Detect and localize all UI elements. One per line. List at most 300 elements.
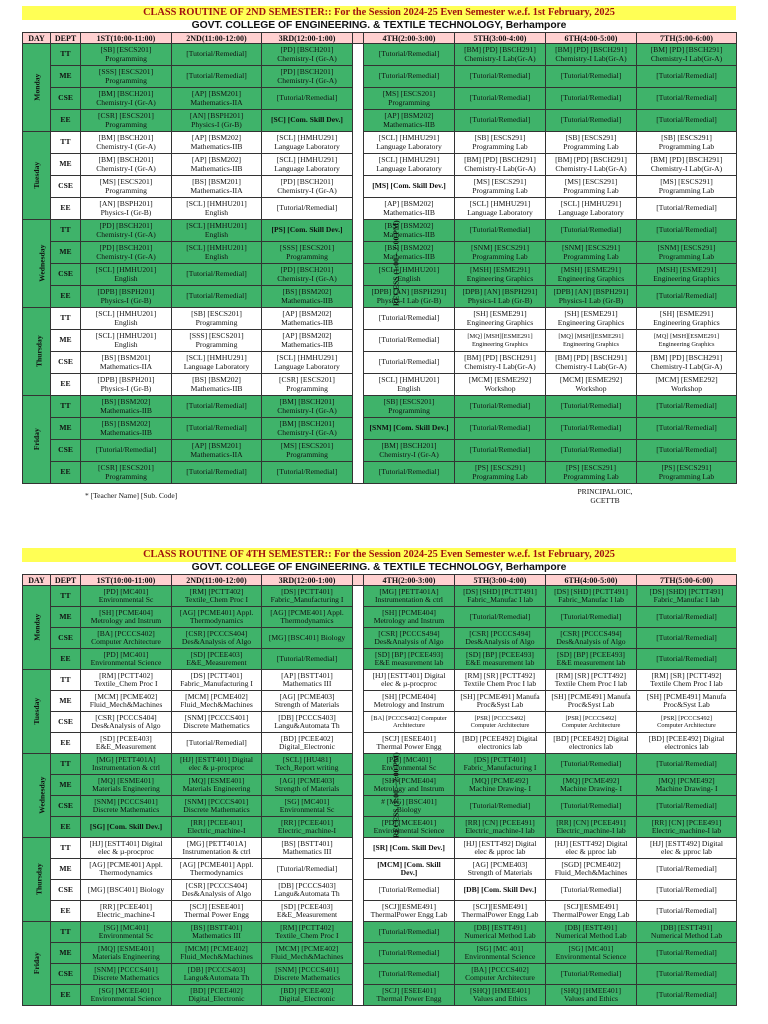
class-cell: [AP] [BSM202] Mathematics-IIB — [172, 132, 262, 154]
class-cell: [BM] [BSCH201] Chemistry-I (Gr-A) — [81, 154, 172, 176]
header-row — [23, 33, 737, 44]
day-name: Tuesday — [32, 698, 42, 725]
class-cell: [SD] [PCEE403] E&E_Measurement — [172, 649, 262, 670]
table-row — [23, 308, 737, 330]
class-cell: [RM] [PCTT402] Textile_Chem Proc I — [81, 670, 172, 691]
class-cell: [Tutorial/Remedial] — [637, 754, 737, 775]
dept-cell: CSE — [51, 264, 81, 286]
table-row — [23, 775, 737, 796]
class-cell: [SCL] [HMHU291] Language Laboratory — [364, 154, 455, 176]
table-row — [23, 66, 737, 88]
class-cell: [Tutorial/Remedial] — [262, 198, 353, 220]
footnote: * [Teacher Name] [Sub. Code] — [85, 491, 178, 500]
class-cell: [PS] [ESCS291] Programming Lab — [455, 462, 546, 484]
dept-cell: EE — [51, 733, 81, 754]
class-cell: [AG] [PCME401] Appl. Thermodynamics — [262, 607, 353, 628]
dept-cell: ME — [51, 607, 81, 628]
class-cell: [SH] [ESME291] Engineering Graphics — [637, 308, 737, 330]
table-row — [23, 396, 737, 418]
class-cell: [SNM] [PCCCS401] Discrete Mathematics — [172, 796, 262, 817]
class-cell: [PSR] [PCCCS492] Computer Architecture — [637, 712, 737, 733]
class-cell: [CSR] [ESCS201] Programming — [81, 110, 172, 132]
class-cell: [AP] [BSM202] Mathematics-IIB — [364, 198, 455, 220]
class-cell: [HJ] [ESTT492] Digital elec & µproc lab — [637, 838, 737, 859]
class-cell: [Tutorial/Remedial] — [364, 462, 455, 484]
dept-cell: EE — [51, 649, 81, 670]
dept-cell: CSE — [51, 440, 81, 462]
dept-cell: EE — [51, 462, 81, 484]
class-cell: [DB] [PCCCS403] Langu&Automata Th — [172, 964, 262, 985]
dept-cell: CSE — [51, 796, 81, 817]
class-cell: [Tutorial/Remedial] — [546, 110, 637, 132]
class-cell: [BS] [BSM202] Mathematics-IIB — [172, 374, 262, 396]
class-cell: [Tutorial/Remedial] — [455, 110, 546, 132]
dept-cell: ME — [51, 859, 81, 880]
column-header: 6TH(4:00-5:00) — [546, 33, 637, 44]
class-cell: [DS] [PCTT401] Fabric_Manufacturing I — [262, 586, 353, 607]
class-cell: [SCL] [HMHU201] English — [364, 374, 455, 396]
class-cell: [SGD] [PCME402] Fluid_Mech&Machines — [546, 859, 637, 880]
table-row — [23, 330, 737, 352]
class-cell: [SNM] [ESCS291] Programming Lab — [546, 242, 637, 264]
class-cell: [MS] [ESCS201] Programming — [81, 176, 172, 198]
day-label — [23, 670, 51, 754]
column-header: 3RD(12:00-1:00) — [262, 575, 353, 586]
class-cell: [AN] [BSPH201] Physics-I (Gr-B) — [81, 198, 172, 220]
class-cell: [SSS] [ESCS201] Programming — [262, 242, 353, 264]
class-cell: [PS] [ESCS291] Programming Lab — [637, 462, 737, 484]
class-cell: [BS] [BSM202] Mathematics-IIB — [364, 242, 455, 264]
class-cell: [MG] [BSC401] Biology — [262, 628, 353, 649]
class-cell: [MS] [ESCS201] Programming — [262, 440, 353, 462]
class-cell: [Tutorial/Remedial] — [546, 796, 637, 817]
class-cell: [MCM] [ESME292] Workshop — [546, 374, 637, 396]
class-cell: [Tutorial/Remedial] — [172, 733, 262, 754]
class-cell: [BD] [PCEE402] Digital_Electronic — [262, 985, 353, 1006]
class-cell: [SCJ][ESME491] ThermalPower Engg Lab — [546, 901, 637, 922]
class-cell: [BS] [BSM202] Mathematics-IIB — [364, 220, 455, 242]
dept-cell: CSE — [51, 964, 81, 985]
class-cell: [AG] [PCME403] Strength of Materials — [262, 775, 353, 796]
class-cell: [MCM] [PCME402] Fluid_Mech&Machines — [172, 943, 262, 964]
header-row — [23, 575, 737, 586]
routine-title: CLASS ROUTINE OF 2ND SEMESTER:: For the Session 2024-25 Even Semester w.e.f. 1st February, 2025 — [22, 6, 736, 20]
class-cell: [Tutorial/Remedial] — [546, 418, 637, 440]
class-cell: [SH] [PCME404] Metrology and Instrum — [364, 691, 455, 712]
class-cell: [Tutorial/Remedial] — [262, 649, 353, 670]
day-name: Monday — [32, 73, 42, 102]
class-cell: [CSR] [PCCCS494] Des&Analysis of Algo — [455, 628, 546, 649]
column-header: 6TH(4:00-5:00) — [546, 575, 637, 586]
class-cell: [CSR] [PCCCS494] Des&Analysis of Algo — [546, 628, 637, 649]
dept-cell: ME — [51, 943, 81, 964]
class-cell: [SNM] [PCCCS401] Discrete Mathematics — [262, 964, 353, 985]
class-cell: [BM] [BSCH201] Chemistry-I (Gr-A) — [81, 88, 172, 110]
class-cell: [SHQ] [HMEE401] Values and Ethics — [546, 985, 637, 1006]
routine-4th-semester — [22, 548, 736, 1006]
class-cell: [SD] [BP] [PCEE493] E&E measurement lab — [455, 649, 546, 670]
dept-cell: EE — [51, 817, 81, 838]
class-cell: [Tutorial/Remedial] — [455, 607, 546, 628]
table-row — [23, 110, 737, 132]
dept-cell: EE — [51, 198, 81, 220]
class-cell: [SCL] [HMHU201] English — [172, 198, 262, 220]
class-cell: [DS] [SHD] [PCTT491] Fabric_Manufac I lab — [455, 586, 546, 607]
class-cell: [MSH] [ESME291] Engineering Graphics — [455, 264, 546, 286]
class-cell: [PD] [MC401] Environmental Sc — [81, 586, 172, 607]
class-cell: [SB] [ESCS291] Programming Lab — [546, 132, 637, 154]
class-cell: [SD] [PCEE403] E&E_Measurement — [81, 733, 172, 754]
class-cell: [DPB] [AN] [BSPH291] Physics-I Lab (Gr-B) — [455, 286, 546, 308]
day-label — [23, 396, 51, 484]
class-cell: [MQ] [PCME492] Machine Drawing- I — [637, 775, 737, 796]
class-cell: [Tutorial/Remedial] — [364, 66, 455, 88]
class-cell: [AP] [BSM202] Mathematics-IIB — [262, 308, 353, 330]
dept-cell: TT — [51, 220, 81, 242]
class-cell: [Tutorial/Remedial] — [637, 286, 737, 308]
signature — [560, 487, 650, 505]
day-name: Monday — [32, 613, 42, 642]
class-cell: [BM] [PD] [BSCH291] Chemistry-I Lab(Gr-A) — [637, 352, 737, 374]
class-cell: [DPB] [BSPH201] Physics-I (Gr-B) — [81, 374, 172, 396]
dept-cell: TT — [51, 754, 81, 775]
class-cell: [BS] [BSM202] Mathematics-IIB — [81, 396, 172, 418]
column-header: DAY — [23, 33, 51, 44]
class-cell: [AG] [PCME403] Strength of Materials — [262, 691, 353, 712]
class-cell: [MG] [PETT401A] Instrumentation & ctrl — [81, 754, 172, 775]
class-cell: [SSS] [ESCS201] Programming — [172, 330, 262, 352]
class-cell: [SCJ] [ESEE401] Thermal Power Engg — [172, 901, 262, 922]
dept-cell: ME — [51, 691, 81, 712]
class-cell: [Tutorial/Remedial] — [637, 418, 737, 440]
class-cell: [Tutorial/Remedial] — [637, 440, 737, 462]
class-cell: [CSR] [PCCCS494] Des&Analysis of Algo — [364, 628, 455, 649]
class-cell: [MS] [Com. Skill Dev.] — [364, 176, 455, 198]
day-label — [23, 838, 51, 922]
dept-cell: CSE — [51, 712, 81, 733]
dept-cell: ME — [51, 775, 81, 796]
table-row — [23, 586, 737, 607]
class-cell: [Tutorial/Remedial] — [364, 352, 455, 374]
dept-cell: EE — [51, 374, 81, 396]
college-name: GOVT. COLLEGE OF ENGINEERING. & TEXTILE TECHNOLOGY, Berhampore — [191, 20, 567, 31]
class-cell: [BM] [PD] [BSCH291] Chemistry-I Lab(Gr-A) — [546, 352, 637, 374]
class-cell: [PD] [BSCH201] Chemistry-I (Gr-A) — [262, 44, 353, 66]
class-cell: [RR] [PCEE401] Electric_machine-I — [262, 817, 353, 838]
class-cell: [SCL] [HMHU291] Language Laboratory — [262, 154, 353, 176]
table-row — [23, 628, 737, 649]
class-cell: [SB] [ESCS291] Programming Lab — [455, 132, 546, 154]
day-name: Thursday — [34, 863, 44, 896]
class-cell: [SD] [BP] [PCEE493] E&E measurement lab — [546, 649, 637, 670]
class-cell: [SB] [ESCS201] Programming — [81, 44, 172, 66]
class-cell: [Tutorial/Remedial] — [546, 88, 637, 110]
class-cell: [SH] [PCME491] Manufa Proc&Syst Lab — [637, 691, 737, 712]
class-cell: [RR] [CN] [PCEE491] Electric_machine-I lab — [546, 817, 637, 838]
column-header: 4TH(2:00-3:00) — [364, 33, 455, 44]
class-cell: [HJ] [ESTT492] Digital elec & µproc lab — [455, 838, 546, 859]
class-cell: [AN] [BSPH201] Physics-I (Gr-B) — [172, 110, 262, 132]
class-cell: [MCM] [ESME292] Workshop — [455, 374, 546, 396]
table-row — [23, 901, 737, 922]
class-cell: [SCL] [HMHU291] Language Laboratory — [455, 198, 546, 220]
class-cell: [AP] [BSM201] Mathematics-IIA — [172, 88, 262, 110]
table-row — [23, 352, 737, 374]
class-cell: [Tutorial/Remedial] — [455, 66, 546, 88]
class-cell: [AP] [BSM201] Mathematics-IIA — [172, 440, 262, 462]
class-cell: [MQ] [ESME401] Materials Engineering — [172, 775, 262, 796]
class-cell: [BD] [PCEE492] Digital electronics lab — [455, 733, 546, 754]
class-cell: [SHQ] [HMEE401] Values and Ethics — [455, 985, 546, 1006]
class-cell: [BM] [BSCH201] Chemistry-I (Gr-A) — [81, 132, 172, 154]
class-cell: [Tutorial/Remedial] — [455, 396, 546, 418]
class-cell: [BD] [PCEE402] Digital_Electronic — [172, 985, 262, 1006]
class-cell: [BM] [PD] [BSCH291] Chemistry-I Lab(Gr-A) — [455, 44, 546, 66]
class-cell: [BS] [BSM202] Mathematics-IIB — [81, 418, 172, 440]
day-label — [23, 586, 51, 670]
class-cell: [DB] [ESTT491] Numerical Method Lab — [637, 922, 737, 943]
table-row — [23, 964, 737, 985]
day-label — [23, 922, 51, 1006]
table-row — [23, 670, 737, 691]
class-cell: [Tutorial/Remedial] — [455, 418, 546, 440]
class-cell: [Tutorial/Remedial] — [262, 859, 353, 880]
class-cell: [SG] [Com. Skill Dev.] — [81, 817, 172, 838]
class-cell: [BM] [PD] [BSCH291] Chemistry-I Lab(Gr-A) — [637, 154, 737, 176]
class-cell: [SG] [MCEE401] Environmental Science — [81, 985, 172, 1006]
class-cell: [Tutorial/Remedial] — [455, 796, 546, 817]
column-header: 4TH(2:00-3:00) — [364, 575, 455, 586]
class-cell: [MG] [PETT401A] Instrumentation & ctrl — [172, 838, 262, 859]
class-cell: [Tutorial/Remedial] — [637, 985, 737, 1006]
class-cell: [Tutorial/Remedial] — [364, 330, 455, 352]
column-header: DEPT — [51, 575, 81, 586]
class-cell: [BD] [PCEE492] Digital electronics lab — [546, 733, 637, 754]
college-name: GOVT. COLLEGE OF ENGINEERING. & TEXTILE TECHNOLOGY, Berhampore — [191, 562, 567, 573]
day-label — [23, 132, 51, 220]
class-cell: [SCL] [HMHU201] English — [172, 220, 262, 242]
class-cell: [Tutorial/Remedial] — [637, 796, 737, 817]
class-cell: [SH] [PCME491] Manufa Proc&Syst Lab — [455, 691, 546, 712]
column-header: 5TH(3:00-4:00) — [455, 33, 546, 44]
class-cell: [PD] [BSCH201] Chemistry-I (Gr-A) — [81, 242, 172, 264]
class-cell: [BM] [PD] [BSCH291] Chemistry-I Lab(Gr-A) — [546, 44, 637, 66]
class-cell: [PD] [BSCH201] Chemistry-I (Gr-A) — [262, 66, 353, 88]
table-row — [23, 838, 737, 859]
table-row — [23, 607, 737, 628]
dept-cell: TT — [51, 586, 81, 607]
class-cell: [CSR] [PCCCS404] Des&Analysis of Algo — [172, 880, 262, 901]
class-cell: [RM] [SR] [PCTT492] Textile Chem Proc I lab — [637, 670, 737, 691]
dept-cell: CSE — [51, 88, 81, 110]
class-cell: [SD] [BP] [PCEE493] E&E measurement lab — [364, 649, 455, 670]
recess-label: RECESS (1:00 – 2:00 PM) — [391, 752, 401, 839]
class-cell: [AP] [BSM202] Mathematics-IIB — [364, 110, 455, 132]
day-name: Wednesday — [37, 776, 47, 815]
class-cell: [BM] [BSCH201] Chemistry-I (Gr-A) — [364, 440, 455, 462]
class-cell: [Tutorial/Remedial] — [172, 462, 262, 484]
class-cell: [SNM] [Com. Skill Dev.] — [364, 418, 455, 440]
table-row — [23, 880, 737, 901]
class-cell: [DB] [Com. Skill Dev.] — [455, 880, 546, 901]
class-cell: [Tutorial/Remedial] — [546, 220, 637, 242]
class-cell: [Tutorial/Remedial] — [455, 220, 546, 242]
class-cell: [Tutorial/Remedial] — [546, 880, 637, 901]
class-cell: [DB] [PCCCS403] Langu&Automata Th — [262, 880, 353, 901]
table-row — [23, 220, 737, 242]
table-row — [23, 985, 737, 1006]
class-cell: [MS] [ESCS291] Programming Lab — [637, 176, 737, 198]
class-cell: [Tutorial/Remedial] — [546, 66, 637, 88]
class-cell: [AP] [BSM202] Mathematics-IIB — [262, 330, 353, 352]
class-cell: [Tutorial/Remedial] — [455, 88, 546, 110]
class-cell: [Tutorial/Remedial] — [546, 396, 637, 418]
class-cell: [RR] [CN] [PCEE491] Electric_machine-I lab — [637, 817, 737, 838]
column-header: DAY — [23, 575, 51, 586]
dept-cell: TT — [51, 922, 81, 943]
dept-cell: TT — [51, 132, 81, 154]
routine-2nd-semester — [22, 6, 736, 484]
class-cell: [Tutorial/Remedial] — [546, 440, 637, 462]
class-cell: [Tutorial/Remedial] — [637, 396, 737, 418]
class-cell: [SCL] [HMHU291] Language Laboratory — [364, 132, 455, 154]
table-row — [23, 733, 737, 754]
class-cell: [Tutorial/Remedial] — [637, 88, 737, 110]
table-row — [23, 176, 737, 198]
class-cell: [RM] [SR] [PCTT492] Textile Chem Proc I lab — [546, 670, 637, 691]
class-cell: [MSH] [ESME291] Engineering Graphics — [637, 264, 737, 286]
class-cell: [DB] [ESTT491] Numerical Method Lab — [455, 922, 546, 943]
class-cell: [SNM] [PCCCS401] Discrete Mathematics — [81, 964, 172, 985]
class-cell: [SR] [Com. Skill Dev.] — [364, 838, 455, 859]
day-name: Friday — [31, 952, 41, 975]
class-cell: [AG] [PCME401] Appl. Thermodynamics — [172, 859, 262, 880]
class-cell: [SH] [ESME291] Engineering Graphics — [455, 308, 546, 330]
table-row — [23, 154, 737, 176]
class-cell: [Tutorial/Remedial] — [364, 922, 455, 943]
recess-column — [353, 586, 401, 1006]
class-cell: [Tutorial/Remedial] — [262, 88, 353, 110]
class-cell: [Tutorial/Remedial] — [637, 628, 737, 649]
class-cell: [RM] [PCTT402] Textile_Chem Proc I — [172, 586, 262, 607]
dept-cell: EE — [51, 901, 81, 922]
table-row — [23, 649, 737, 670]
day-name: Thursday — [34, 335, 44, 368]
class-cell: [CSR] [PCCCS404] Des&Analysis of Algo — [172, 628, 262, 649]
class-cell: [Tutorial/Remedial] — [637, 198, 737, 220]
class-cell: [BA] [PCCCS402] Computer Architecture — [364, 712, 455, 733]
table-row — [23, 242, 737, 264]
class-cell: [SCJ] [ESEE401] Thermal Power Engg — [364, 985, 455, 1006]
class-cell: [Tutorial/Remedial] — [364, 308, 455, 330]
day-label — [23, 220, 51, 308]
class-cell: [SNM] [ESCS291] Programming Lab — [455, 242, 546, 264]
dept-cell: ME — [51, 330, 81, 352]
class-cell: [PD] [MCEE401] Environmental Science — [364, 817, 455, 838]
routine-title: CLASS ROUTINE OF 4TH SEMESTER:: For the Session 2024-25 Even Semester w.e.f. 1st February, 2025 — [22, 548, 736, 562]
timetable — [22, 32, 737, 484]
dept-cell: EE — [51, 985, 81, 1006]
class-cell: [SG] [MC401] Environmental Science — [546, 943, 637, 964]
day-name: Tuesday — [32, 162, 42, 189]
table-row — [23, 796, 737, 817]
column-header: 7TH(5:00-6:00) — [637, 575, 737, 586]
column-header: 1ST(10:00-11:00) — [81, 575, 172, 586]
class-cell: [PS] [Com. Skill Dev.] — [262, 220, 353, 242]
dept-cell: CSE — [51, 352, 81, 374]
day-label — [23, 44, 51, 132]
class-cell: [PS] [ESCS291] Programming Lab — [546, 462, 637, 484]
class-cell: [MS] [ESCS291] Programming Lab — [455, 176, 546, 198]
class-cell: [SG] [MC401] Environmental Sc — [81, 922, 172, 943]
column-header: 3RD(12:00-1:00) — [262, 33, 353, 44]
class-cell: [SB] [ESCS201] Programming — [364, 396, 455, 418]
class-cell: [RM] [PCTT402] Textile_Chem Proc I — [262, 922, 353, 943]
table-row — [23, 44, 737, 66]
class-cell: [Tutorial/Remedial] — [364, 964, 455, 985]
class-cell: [AP] [BSTT401] Mathematics III — [262, 670, 353, 691]
column-header: DEPT — [51, 33, 81, 44]
class-cell: [BM] [PD] [BSCH291] Chemistry-I Lab(Gr-A) — [546, 154, 637, 176]
class-cell: [Tutorial/Remedial] — [172, 396, 262, 418]
recess-label: RECESS (1:00 – 2:00 PM) — [391, 220, 401, 307]
class-cell: [DS] [SHD] [PCTT491] Fabric_Manufac I lab — [546, 586, 637, 607]
class-cell: [MG] [PETT401A] Instrumentation & ctrl — [364, 586, 455, 607]
class-cell: [PD] [MC401] Environmental Sc — [364, 754, 455, 775]
class-cell: [PD] [BSCH201] Chemistry-I (Gr-A) — [262, 264, 353, 286]
class-cell: [SCL] [HMHU201] English — [81, 330, 172, 352]
table-row — [23, 264, 737, 286]
class-cell: [Tutorial/Remedial] — [637, 607, 737, 628]
class-cell: [Tutorial/Remedial] — [637, 901, 737, 922]
table-row — [23, 754, 737, 775]
class-cell: [BM] [PD] [BSCH291] Chemistry-I Lab(Gr-A) — [637, 44, 737, 66]
recess-header — [353, 575, 364, 586]
dept-cell: CSE — [51, 880, 81, 901]
class-cell: [BS] [BSM202] Mathematics-IIB — [262, 286, 353, 308]
table-row — [23, 440, 737, 462]
table-row — [23, 286, 737, 308]
class-cell: [AG] [PCME403] Strength of Materials — [455, 859, 546, 880]
column-header: 2ND(11:00-12:00) — [172, 575, 262, 586]
class-cell: [PD] [BSCH201] Chemistry-I (Gr-A) — [81, 220, 172, 242]
class-cell: [MQ] [MSH][ESME291] Engineering Graphics — [637, 330, 737, 352]
class-cell: [DPB] [AN] [BSPH291] Physics-I Lab (Gr-B) — [364, 286, 455, 308]
class-cell: [SCL] [HU481] Tech_Report writing — [262, 754, 353, 775]
class-cell: [Tutorial/Remedial] — [637, 859, 737, 880]
class-cell: [RR] [PCEE401] Electric_machine-I — [172, 817, 262, 838]
class-cell: [MG] [BSC401] Biology — [81, 880, 172, 901]
class-cell: [SCL] [HMHU201] English — [172, 242, 262, 264]
class-cell: [MQ] [MSH][ESME291] Engineering Graphics — [455, 330, 546, 352]
class-cell: [SCJ][ESME491] ThermalPower Engg Lab — [455, 901, 546, 922]
signature-text: PRINCIPAL/OIC, GCETTB — [577, 487, 633, 505]
class-cell: [BD] [PCEE492] Digital electronics lab — [637, 733, 737, 754]
class-cell: [Tutorial/Remedial] — [364, 880, 455, 901]
class-cell: [MSH] [ESME291] Engineering Graphics — [546, 264, 637, 286]
class-cell: [SNM] [ESCS291] Programming Lab — [637, 242, 737, 264]
class-cell: [SCL] [HMHU201] English — [364, 264, 455, 286]
class-cell: [BS] [BSM201] Mathematics-IIA — [172, 176, 262, 198]
class-cell: [Tutorial/Remedial] — [364, 943, 455, 964]
column-header: 7TH(5:00-6:00) — [637, 33, 737, 44]
class-cell: [BA] [PCCCS402] Computer Architecture — [455, 964, 546, 985]
class-cell: [Tutorial/Remedial] — [637, 66, 737, 88]
recess-column — [353, 44, 401, 484]
table-row — [23, 817, 737, 838]
class-cell: [BM] [BSCH201] Chemistry-I (Gr-A) — [262, 396, 353, 418]
column-header: 5TH(3:00-4:00) — [455, 575, 546, 586]
